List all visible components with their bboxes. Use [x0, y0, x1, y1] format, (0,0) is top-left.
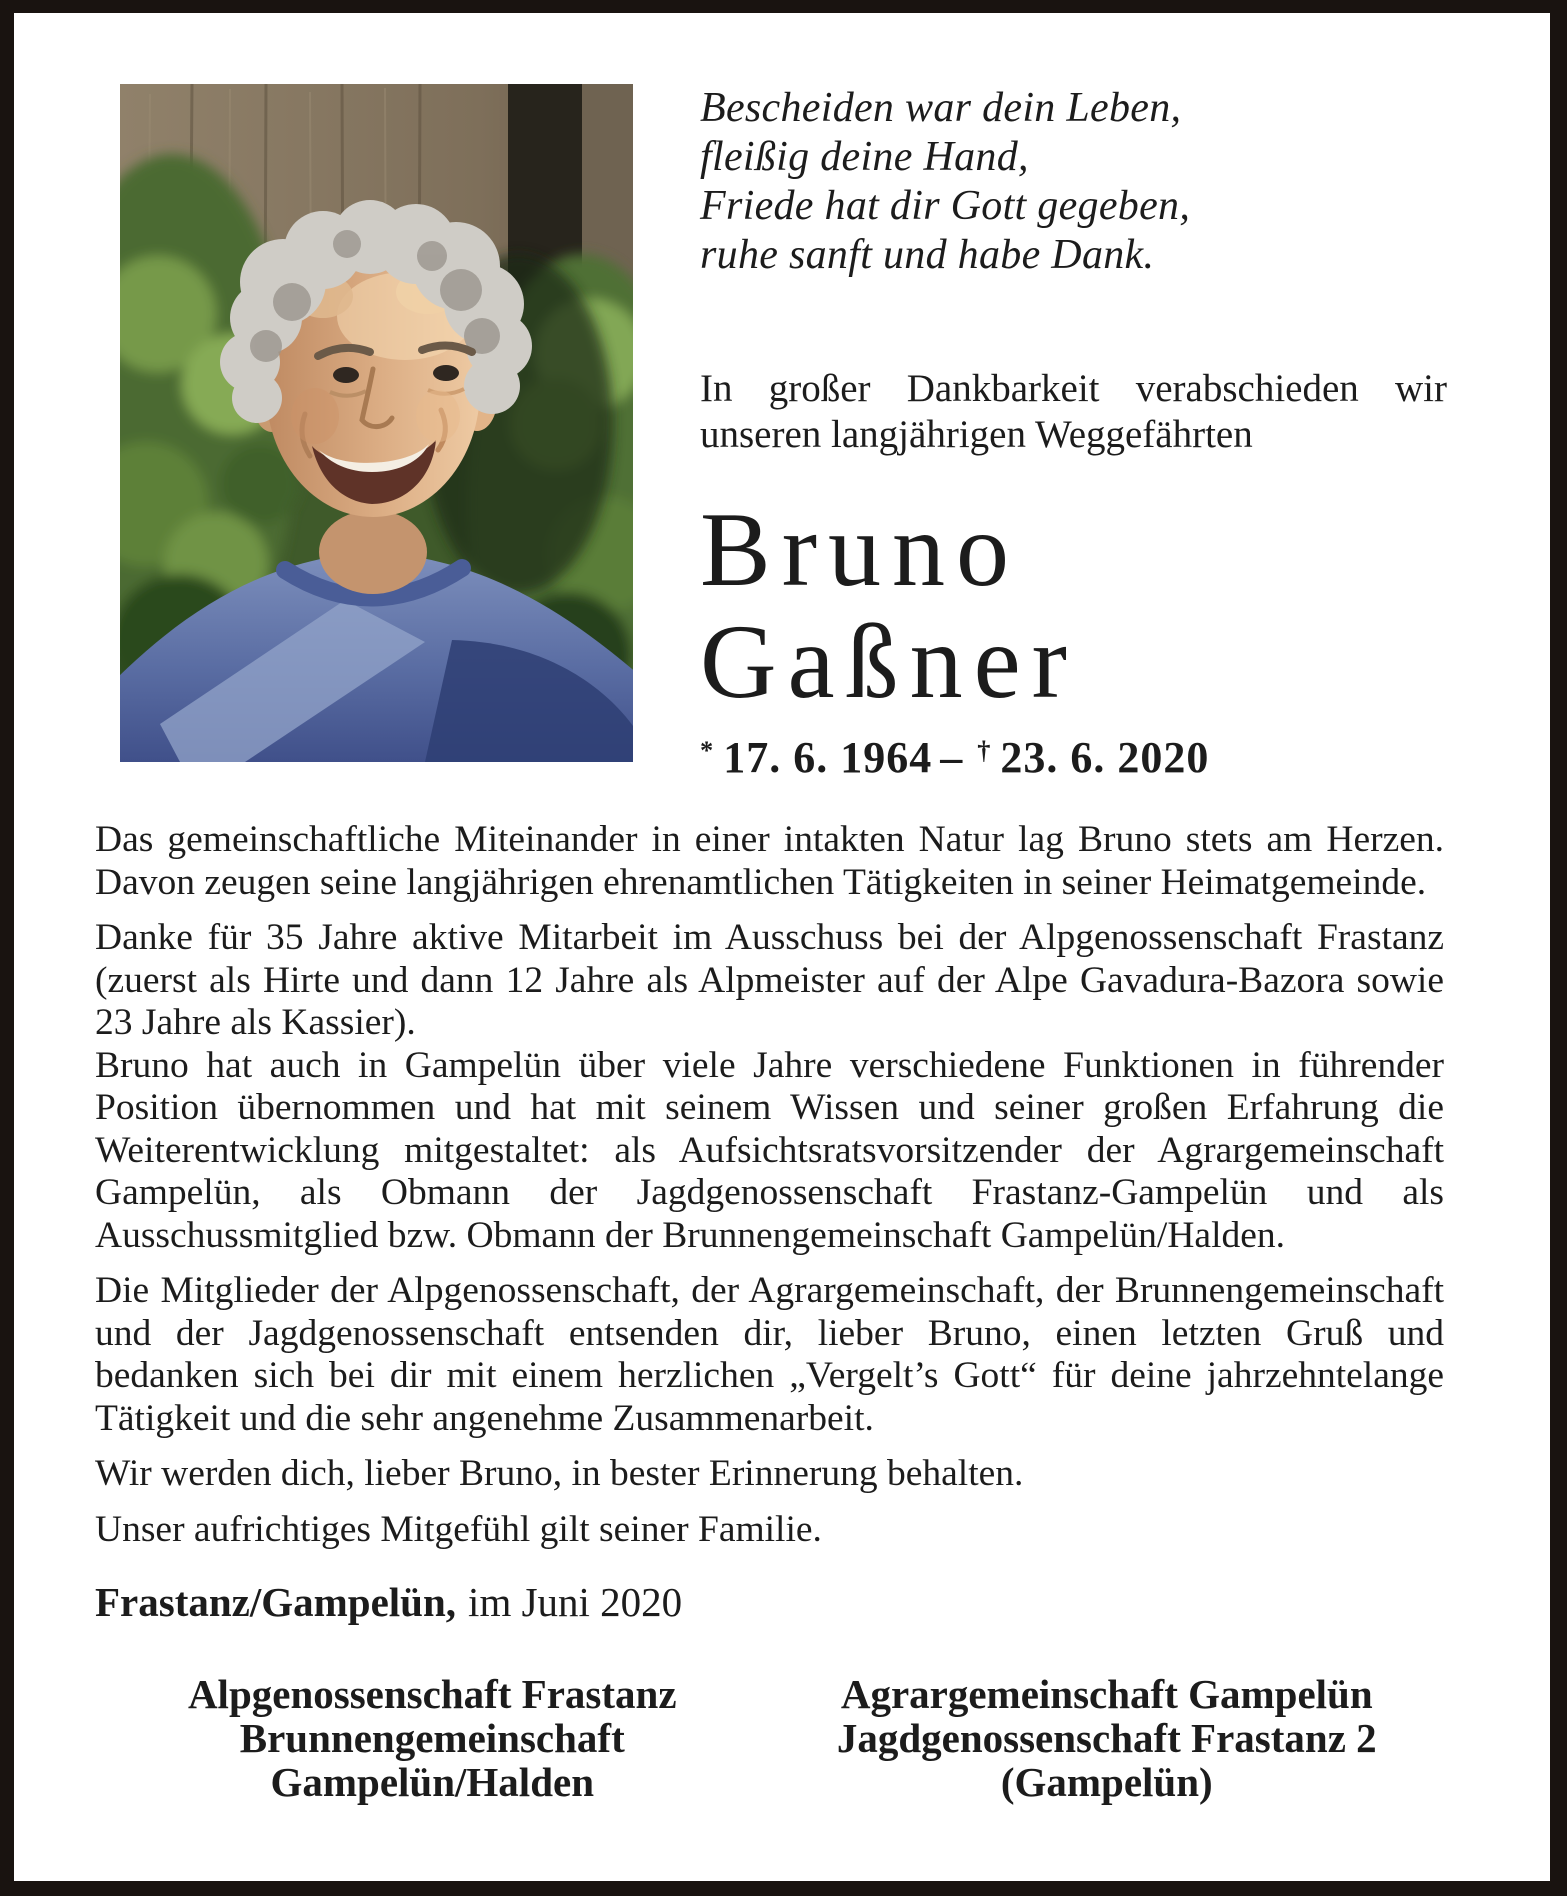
- death-cross-symbol: †: [977, 734, 992, 765]
- signature-column-right: [770, 1672, 1445, 1804]
- poem-line: Bescheiden war dein Leben,: [700, 85, 1182, 131]
- deceased-name: [700, 491, 1447, 720]
- organization-name: Agrargemeinschaft Gampelün: [840, 1671, 1373, 1717]
- portrait-photo: [120, 84, 633, 762]
- body-paragraph: Bruno hat auch in Gampelün über viele Jahre verschiedene Funktionen in führender Position übernommen und hat mit seinem Wissen und seiner großen Erfahrung die Weiterentwicklung mitgestaltet: als Aufsichtsratsvorsitzender der Agrargemeinschaft Gampelün, als Obmann der Jagdgenossenschaft Frastanz-Gampelün und als Ausschussmitglied bzw. Obmann der Brunnengemeinschaft Gampelün/Halden.: [95, 1044, 1444, 1256]
- signature-columns: [95, 1672, 1444, 1804]
- top-section: [95, 84, 1447, 783]
- notice-date: im Juni 2020: [468, 1579, 683, 1625]
- memorial-poem: [700, 84, 1447, 280]
- body-paragraph: Das gemeinschaftliche Miteinander in einer intakten Natur lag Bruno stets am Herzen. Davon zeugen seine langjährigen ehrenamtlichen Tätigkeiten in seiner Heimatgemeinde.: [95, 819, 1444, 903]
- life-dates: [700, 732, 1447, 783]
- organization-name: Brunnengemeinschaft: [239, 1715, 625, 1761]
- obituary-body: [95, 819, 1444, 1551]
- death-date: 23. 6. 2020: [1000, 733, 1210, 782]
- birth-star-symbol: *: [700, 734, 715, 765]
- body-paragraph: Wir werden dich, lieber Bruno, in bester Erinnerung behalten.: [95, 1453, 1024, 1494]
- poem-line: fleißig deine Hand,: [700, 134, 1029, 180]
- poem-line: ruhe sanft und habe Dank.: [700, 232, 1155, 278]
- place-date-line: [95, 1578, 1444, 1626]
- body-paragraph: Unser aufrichtiges Mitgefühl gilt seiner Familie.: [95, 1508, 822, 1550]
- deceased-first-name: Bruno: [700, 491, 1020, 608]
- portrait-photo-illustration: [120, 84, 633, 762]
- place-name: Frastanz/Gampelün,: [95, 1579, 457, 1625]
- poem-line: Friede hat dir Gott gegeben,: [700, 183, 1191, 229]
- organization-name: Jagdgenossenschaft Frastanz 2: [836, 1715, 1377, 1761]
- header-text-column: [700, 84, 1447, 783]
- signature-column-left: [95, 1672, 770, 1804]
- organization-name: Gampelün/Halden: [270, 1759, 594, 1805]
- organization-name: (Gampelün): [1000, 1759, 1213, 1805]
- body-paragraph: Die Mitglieder der Alpgenossenschaft, der Agrargemeinschaft, der Brunnengemeinschaft und der Jagdgenossenschaft entsenden dir, lieber Bruno, einen letzten Gruß und bedanken sich bei dir mit einem herzlichen „Vergelt’s Gott“ für deine jahrzehntelange Tätigkeit und die sehr angenehme Zusammenarbeit.: [95, 1270, 1444, 1439]
- birth-date: 17. 6. 1964: [723, 733, 933, 782]
- farewell-intro: In großer Dankbarkeit verabschieden wir unseren langjährigen Weggefährten: [700, 367, 1447, 456]
- organization-name: Alpgenossenschaft Frastanz: [187, 1671, 677, 1717]
- obituary-content: [14, 13, 1550, 1804]
- deceased-last-name: Gaßner: [700, 603, 1078, 720]
- dates-separator: –: [940, 733, 964, 782]
- body-paragraph: Danke für 35 Jahre aktive Mitarbeit im Ausschuss bei der Alpgenossenschaft Frastanz (zuerst als Hirte und dann 12 Jahre als Alpmeister auf der Alpe Gavadura-Bazora sowie 23 Jahre als Kassier).: [95, 917, 1444, 1043]
